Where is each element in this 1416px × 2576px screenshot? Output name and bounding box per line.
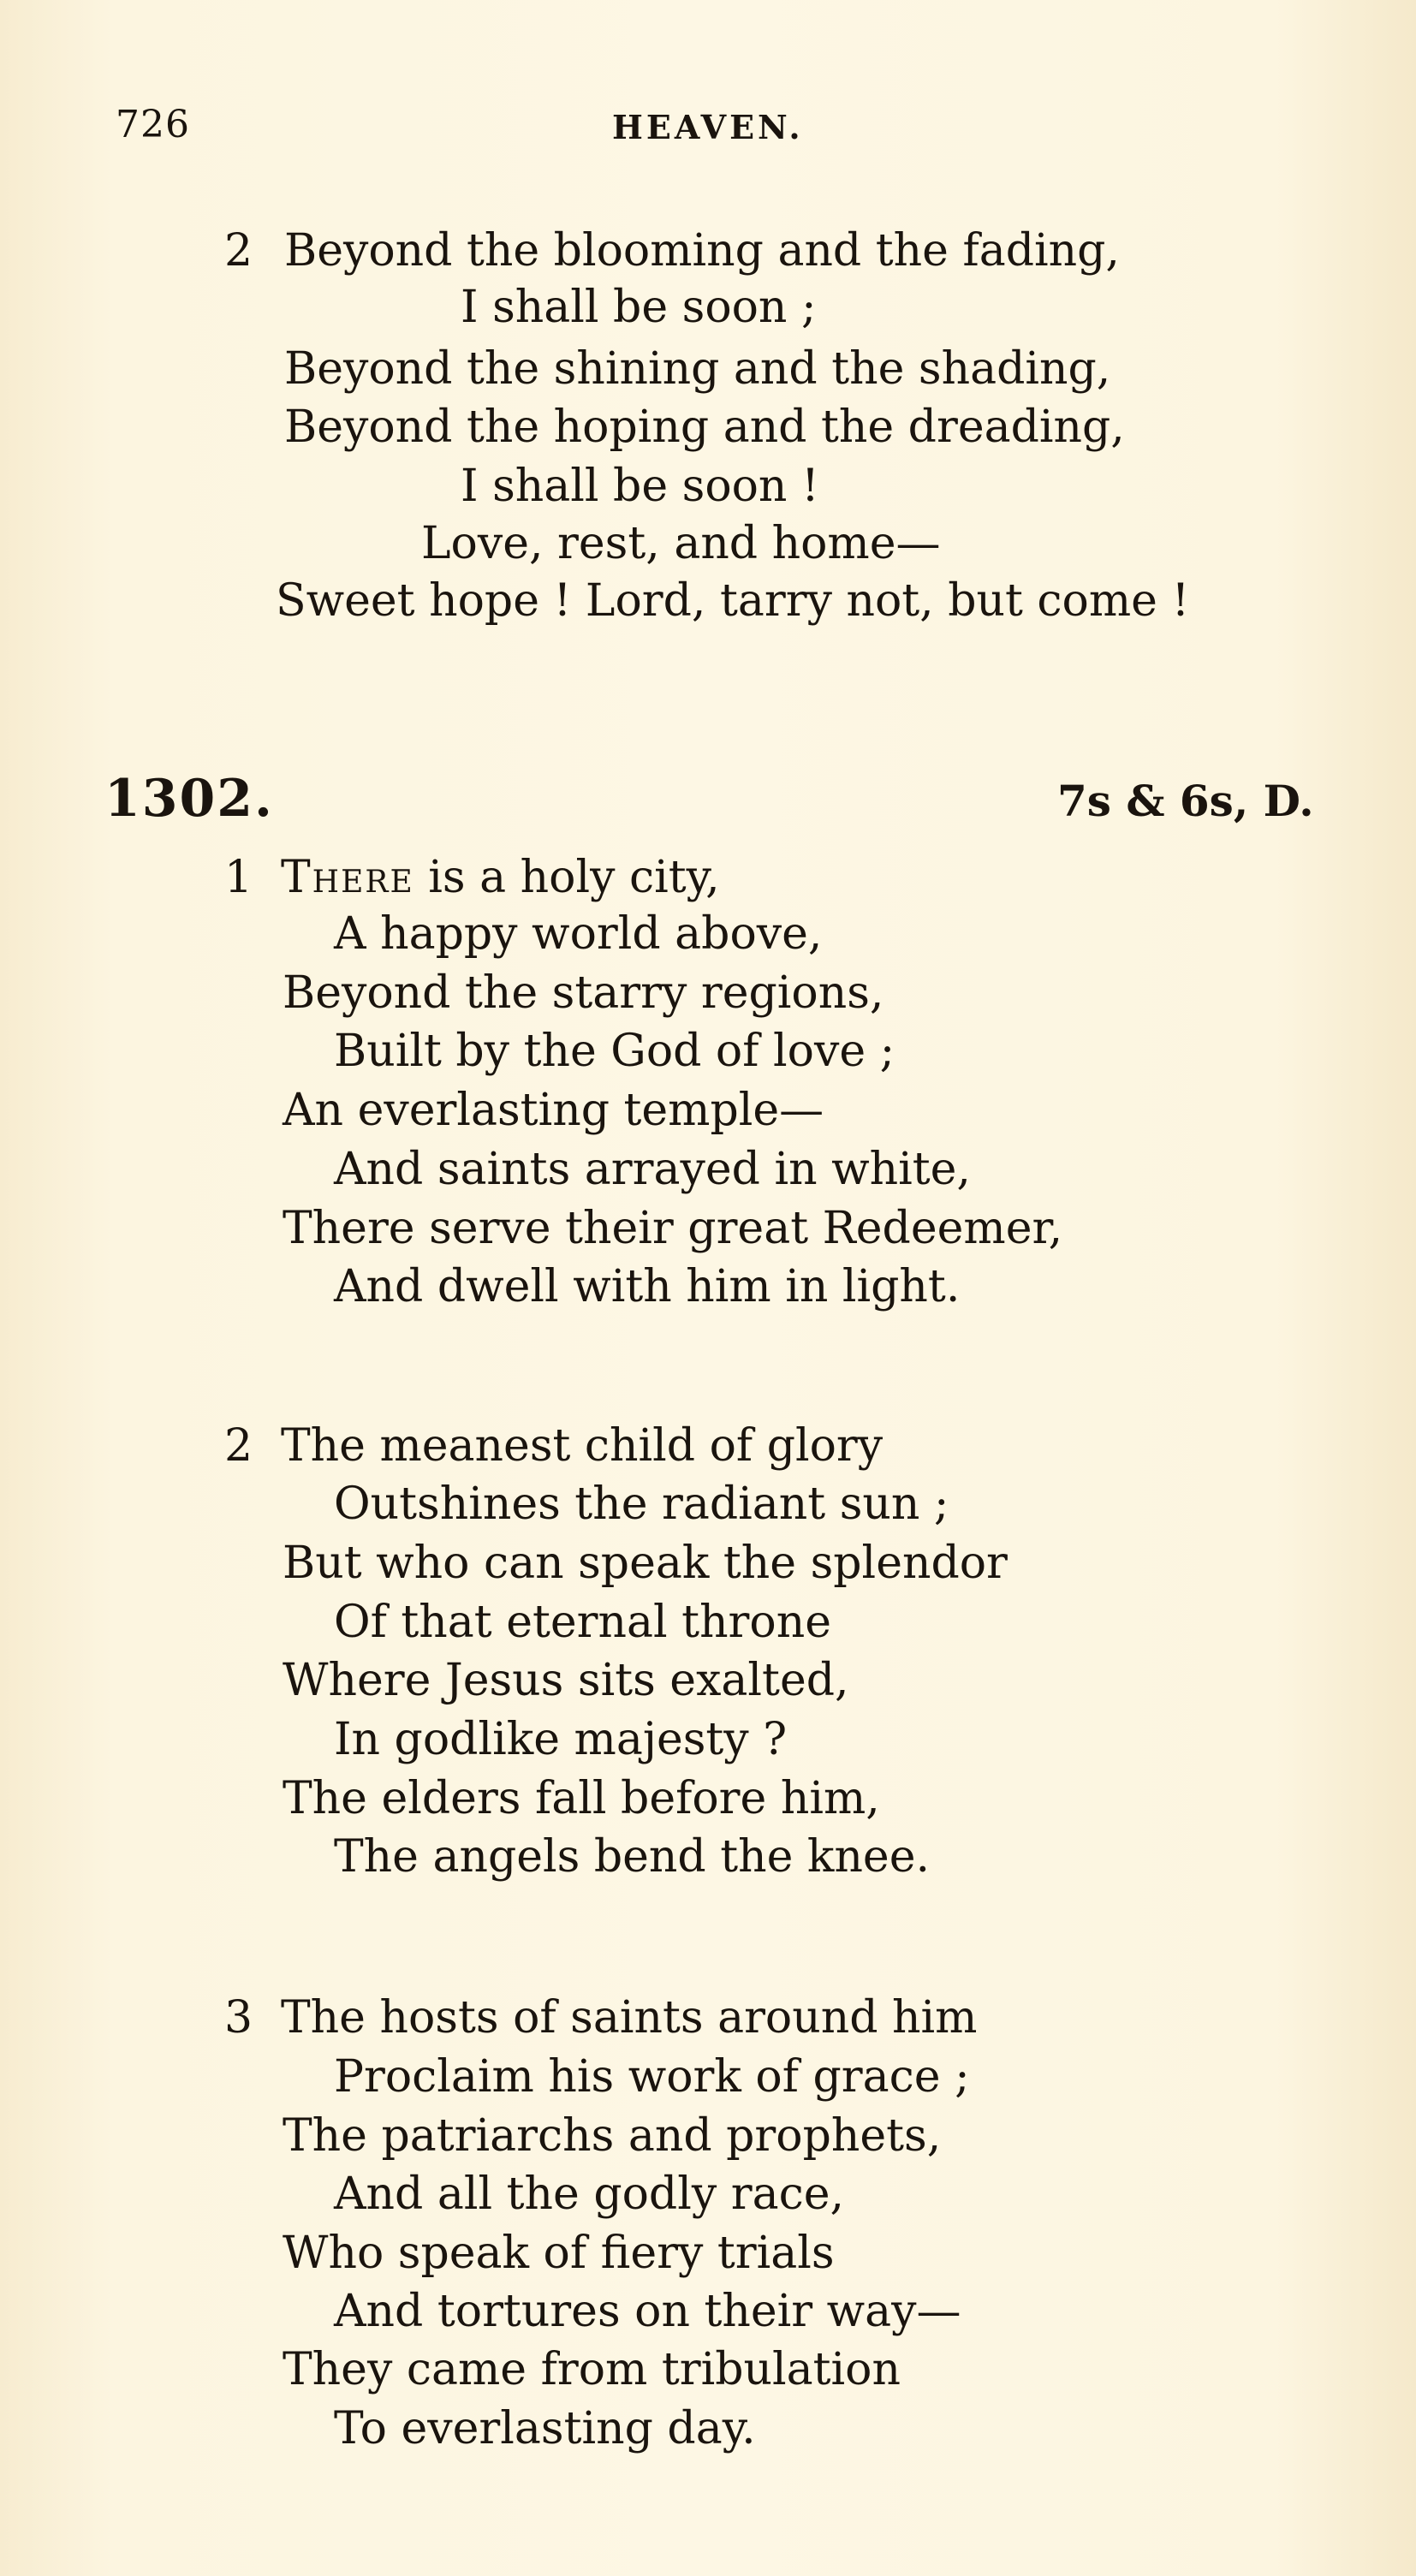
page-header [0,103,1416,154]
verse-number: 1 [224,852,253,903]
page-number: 726 [116,103,190,146]
verse-line: The elders fall before him, [283,1773,880,1824]
verse-line: Outshines the radiant sun ; [334,1478,949,1530]
verse-line: The patriarchs and prophets, [283,2110,942,2162]
verse-line: Where Jesus sits exalted, [283,1655,849,1706]
hymn-number: 1302. [104,769,274,829]
verse-line: The angels bend the knee. [334,1831,931,1883]
verse-line: Built by the God of love ; [334,1026,895,1077]
verse-line: There serve their great Redeemer, [283,1203,1063,1254]
hymn-meter: 7s & 6s, D. [1057,776,1314,826]
verse-line: The hosts of saints around him [281,1992,978,2044]
verse-line-rest: is a holy city, [413,852,720,903]
verse-line: They came from tribulation [283,2344,901,2395]
verse-line: Beyond the blooming and the fading, [284,225,1120,277]
verse-line: An everlasting temple— [283,1085,824,1136]
verse-line: The meanest child of glory [281,1420,884,1472]
verse-number: 2 [224,225,253,277]
first-word: There [281,852,414,903]
verse-line: To everlasting day. [334,2403,756,2454]
verse-line: I shall be soon ; [461,282,817,333]
verse-line [281,852,720,903]
verse-line: And tortures on their way— [334,2286,961,2337]
verse-line: I shall be soon ! [461,461,819,512]
verse-line: Proclaim his work of grace ; [334,2051,970,2103]
verse-line: And dwell with him in light. [334,1261,961,1312]
verse-line: And saints arrayed in white, [334,1144,971,1195]
verse-line: A happy world above, [334,908,823,960]
verse-line: Of that eternal throne [334,1597,831,1648]
verse-line: Beyond the starry regions, [283,967,884,1019]
verse-line: Sweet hope ! Lord, tarry not, but come ! [276,575,1190,627]
verse-line: Love, rest, and home— [421,518,941,569]
verse-line: But who can speak the splendor [283,1538,1008,1589]
verse-number: 3 [224,1992,253,2044]
verse-number: 2 [224,1420,253,1472]
verse-line: Beyond the shining and the shading, [284,343,1111,395]
running-head: HEAVEN. [612,108,804,146]
verse-line: Who speak of fiery trials [283,2228,835,2279]
verse-line: Beyond the hoping and the dreading, [284,402,1125,453]
verse-line: In godlike majesty ? [334,1714,788,1765]
verse-line: And all the godly race, [334,2168,845,2220]
